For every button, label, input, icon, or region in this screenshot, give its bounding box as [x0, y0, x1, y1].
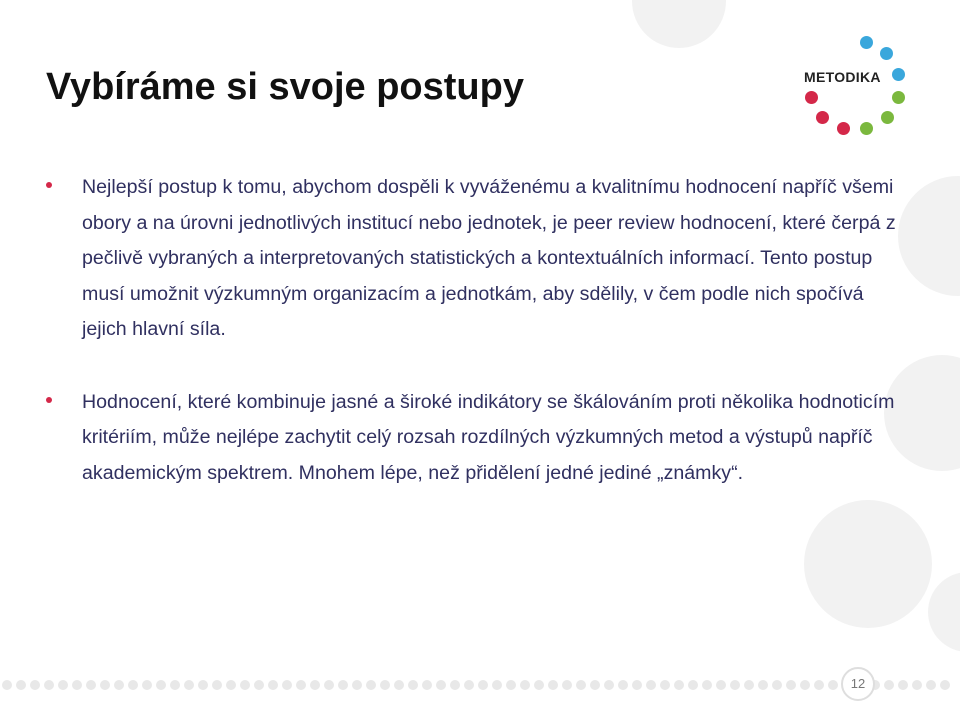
footer-dot: [618, 680, 628, 690]
background-circle: [804, 500, 932, 628]
footer-dot: [926, 680, 936, 690]
footer-dot: [338, 680, 348, 690]
footer-dot: [128, 680, 138, 690]
footer-dot: [114, 680, 124, 690]
footer-dot: [478, 680, 488, 690]
bullet-text: Hodnocení, které kombinuje jasné a široké indikátory se škálováním proti několika hodnoticím kritériím, může nejlépe zachytit celý rozsah rozdílných výzkumných metod a výstupů napříč akademickým spektrem. Mnohem lépe, než přidělení jedné jediné „známky“.: [82, 390, 895, 484]
footer-dot: [520, 680, 530, 690]
bullet-text: Nejlepší postup k tomu, abychom dospěli k vyváženému a kvalitnímu hodnocení napříč všemi obory a na úrovni jednotlivých institucí nebo jednotek, je peer review hodnocení, které čerpá z pečlivě vybraných a interpretovaných statistických a kontextuálních informací. Tento postup musí umožnit výzkumným organizacím a jednotkám, aby sdělily, v čem podle nich spočívá jejich hlavní síla.: [82, 176, 896, 340]
footer-dot: [72, 680, 82, 690]
footer-dot: [310, 680, 320, 690]
footer-dot: [142, 680, 152, 690]
logo-dot-green: [881, 111, 894, 124]
footer-dot: [408, 680, 418, 690]
footer-dot: [240, 680, 250, 690]
footer-dot: [464, 680, 474, 690]
footer-dot: [44, 680, 54, 690]
bullet-item: [46, 170, 906, 348]
footer-dot: [394, 680, 404, 690]
footer-dot: [646, 680, 656, 690]
logo-dot-blue: [860, 36, 873, 49]
footer-dot: [198, 680, 208, 690]
footer-dot: [912, 680, 922, 690]
background-circle: [632, 0, 726, 48]
footer-dot: [212, 680, 222, 690]
footer-dot: [2, 680, 12, 690]
bullet-dot-icon: [46, 182, 52, 188]
bullet-item: [46, 385, 906, 492]
footer-dot: [632, 680, 642, 690]
page-number: 12: [841, 667, 875, 701]
footer-dot: [562, 680, 572, 690]
footer-dot: [352, 680, 362, 690]
footer-dot: [100, 680, 110, 690]
footer-dot: [730, 680, 740, 690]
footer-dot: [786, 680, 796, 690]
footer-dot: [716, 680, 726, 690]
footer-dot: [492, 680, 502, 690]
footer-dot: [254, 680, 264, 690]
footer-dot: [296, 680, 306, 690]
metodika-logo: [792, 28, 916, 144]
footer-dot: [366, 680, 376, 690]
footer-dot: [674, 680, 684, 690]
slide-title: Vybíráme si svoje postupy: [46, 66, 524, 108]
footer-dot: [940, 680, 950, 690]
footer-dot-row: [0, 680, 960, 692]
logo-text: METODIKA: [804, 69, 881, 85]
footer-dot: [800, 680, 810, 690]
logo-dot-red: [816, 111, 829, 124]
footer-dot: [744, 680, 754, 690]
footer-dot: [58, 680, 68, 690]
footer-dot: [688, 680, 698, 690]
footer-dot: [534, 680, 544, 690]
footer-dot: [268, 680, 278, 690]
logo-dot-green: [892, 91, 905, 104]
footer-dot: [590, 680, 600, 690]
footer-dot: [16, 680, 26, 690]
footer-dot: [380, 680, 390, 690]
footer-dot: [898, 680, 908, 690]
footer-dot: [772, 680, 782, 690]
background-circle: [928, 572, 960, 652]
footer-dot: [702, 680, 712, 690]
logo-dot-blue: [880, 47, 893, 60]
footer-dot: [156, 680, 166, 690]
footer-dot: [170, 680, 180, 690]
footer-dot: [828, 680, 838, 690]
footer-dot: [604, 680, 614, 690]
footer-dot: [86, 680, 96, 690]
footer-dot: [506, 680, 516, 690]
footer-dot: [436, 680, 446, 690]
bullet-dot-icon: [46, 397, 52, 403]
footer-dot: [422, 680, 432, 690]
footer-dot: [660, 680, 670, 690]
footer-dot: [324, 680, 334, 690]
footer-dot: [884, 680, 894, 690]
footer-dot: [758, 680, 768, 690]
background-circle: [898, 176, 960, 296]
logo-dot-red: [805, 91, 818, 104]
logo-dot-blue: [892, 68, 905, 81]
footer-dot: [184, 680, 194, 690]
footer-dot: [282, 680, 292, 690]
footer-dot: [450, 680, 460, 690]
footer-dot: [576, 680, 586, 690]
bullet-list: [46, 170, 906, 491]
footer-dot: [548, 680, 558, 690]
footer-dot: [814, 680, 824, 690]
footer-dot: [30, 680, 40, 690]
footer-dot: [226, 680, 236, 690]
logo-dot-green: [860, 122, 873, 135]
logo-dot-red: [837, 122, 850, 135]
